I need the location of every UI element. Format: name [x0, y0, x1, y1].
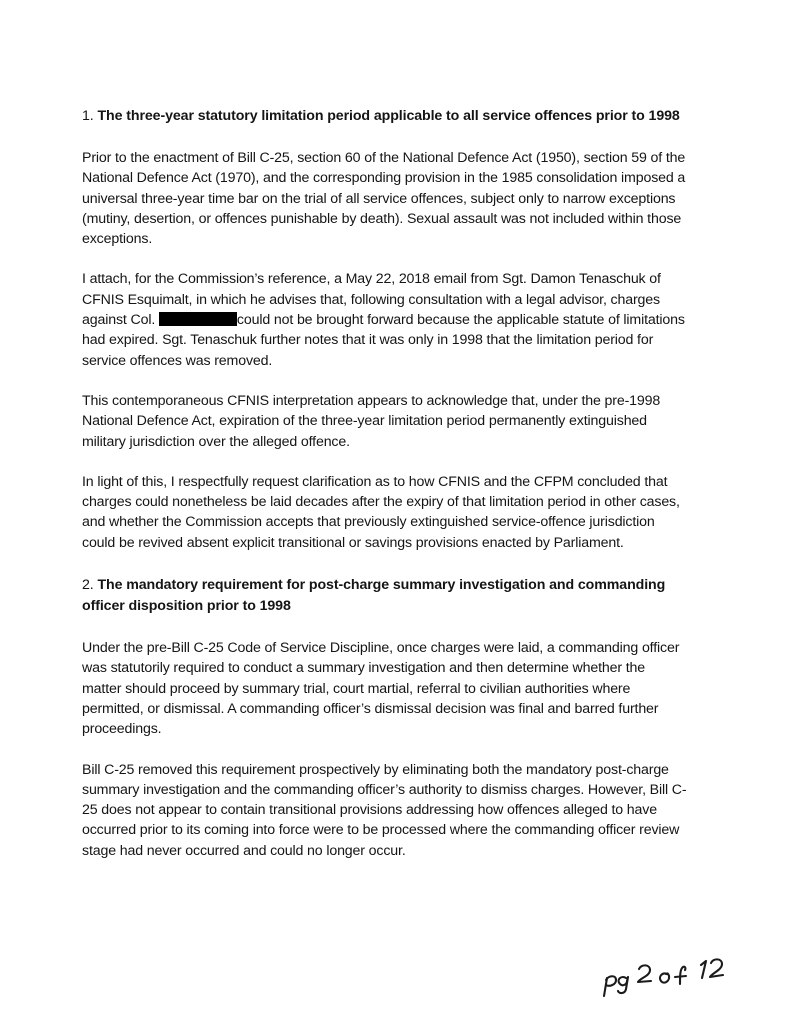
paragraph-1-2-after-redaction: could not be brought forward because the applicable statute of limitations had expired. Sgt. Tenaschuk further notes that it was only in 1998 that the limitation period for service offences was removed.: [82, 312, 685, 369]
paragraph-2-1: Under the pre-Bill C-25 Code of Service Discipline, once charges were laid, a commanding officer was statutorily required to conduct a summary investigation and then determine whether the matter should proceed by summary trial, court martial, referral to civilian authorities where permitted, or dismissal. A commanding officer’s dismissal decision was final and barred further proceedings.: [82, 640, 680, 738]
section-heading-1: [82, 106, 688, 127]
paragraph-1-1: Prior to the enactment of Bill C-25, section 60 of the National Defence Act (1950), section 59 of the National Defence Act (1970), and the corresponding provision in the 1985 consolidation imposed a universal three-year time bar on the trial of all service offences, subject only to narrow exceptions (mutiny, desertion, or offences punishable by death). Sexual assault was not included within those exceptions.: [82, 150, 686, 248]
spacer: [82, 740, 688, 760]
spacer: [82, 371, 688, 391]
paragraph-2-2: Bill C-25 removed this requirement prospectively by eliminating both the mandatory post-charge summary investigation and the commanding officer’s authority to dismiss charges. However, Bill C-25 does not appear to contain transitional provisions addressing how offences alleged to have occurred prior to its coming into force were to be processed where the commanding officer review stage had never occurred and could no longer occur.: [82, 761, 687, 859]
section-heading-text-2: The mandatory requirement for post-charge summary investigation and commanding officer disposition prior to 1998: [82, 577, 666, 615]
redaction-bar: [159, 312, 237, 326]
paragraph-1-2: [82, 269, 688, 370]
section-number-2: 2.: [82, 577, 94, 594]
section-heading-2: [82, 575, 688, 617]
paragraph-1-2-before-redaction: I attach, for the Commission’s reference, a May 22, 2018 email from Sgt. Damon Tenaschuk of CFNIS Esquimalt, in which he advises that, following consultation with a legal advisor, charges against Col.: [82, 271, 661, 329]
paragraph-1-4: In light of this, I respectfully request clarification as to how CFNIS and the CFPM concluded that charges could nonetheless be laid decades after the expiry of that limitation period in other cases, and whether the Commission accepts that previously extinguished service-offence jurisdiction could be revived absent explicit transitional or savings provisions enacted by Parliament.: [82, 473, 680, 551]
spacer: [82, 249, 688, 269]
section-number-1: 1.: [82, 108, 94, 124]
spacer: [82, 617, 688, 638]
paragraph-1-3: This contemporaneous CFNIS interpretation appears to acknowledge that, under the pre-1998 National Defence Act, expiration of the three-year limitation period permanently extinguished military jurisdiction over the alleged offence.: [82, 392, 661, 450]
section-heading-text-1: The three-year statutory limitation period applicable to all service offences prior to 1998: [97, 108, 680, 124]
spacer: [82, 553, 688, 575]
document-body: [82, 106, 688, 861]
handwritten-page-note: [601, 952, 731, 1000]
spacer: [82, 127, 688, 148]
spacer: [82, 452, 688, 472]
